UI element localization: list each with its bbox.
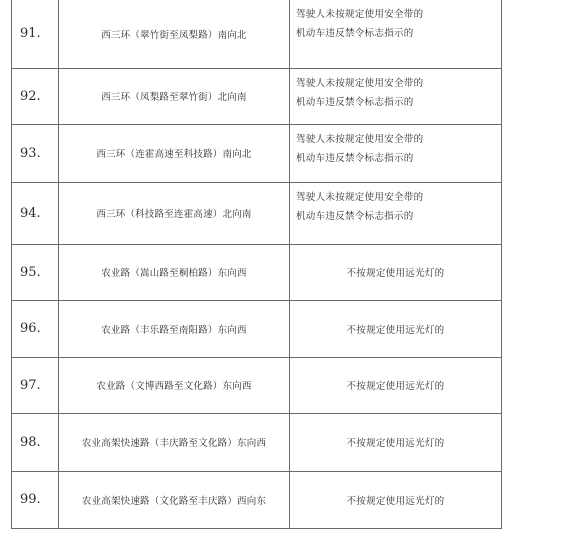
road-section: 西三环（科技路至连霍高速）北向南 bbox=[59, 182, 290, 244]
row-number: 99. bbox=[12, 471, 59, 528]
violation-type: 不按规定使用远光灯的 bbox=[290, 300, 502, 357]
row-number: 96. bbox=[12, 300, 59, 357]
violation-line: 驾驶人未按规定使用安全带的 bbox=[296, 9, 424, 20]
road-section: 农业路（文博西路至文化路）东向西 bbox=[59, 357, 290, 413]
table-row bbox=[12, 244, 502, 300]
violation-location-table bbox=[11, 0, 502, 529]
road-section: 农业路（嵩山路至桐柏路）东向西 bbox=[59, 244, 290, 300]
violation-type: 不按规定使用远光灯的 bbox=[290, 244, 502, 300]
violation-type bbox=[290, 124, 502, 182]
road-section: 农业高架快速路（文化路至丰庆路）西向东 bbox=[59, 471, 290, 528]
violation-line: 机动车违反禁令标志指示的 bbox=[296, 28, 414, 39]
violation-type: 不按规定使用远光灯的 bbox=[290, 471, 502, 528]
violation-line: 机动车违反禁令标志指示的 bbox=[296, 96, 414, 108]
road-section: 西三环（翠竹街至凤梨路）南向北 bbox=[59, 0, 290, 68]
table-row bbox=[12, 68, 502, 124]
road-section: 西三环（凤梨路至翠竹街）北向南 bbox=[59, 68, 290, 124]
table-row bbox=[12, 0, 502, 68]
row-number: 98. bbox=[12, 413, 59, 471]
road-section: 农业高架快速路（丰庆路至文化路）东向西 bbox=[59, 413, 290, 471]
table-row bbox=[12, 182, 502, 244]
row-number: 95. bbox=[12, 244, 59, 300]
violation-type: 不按规定使用远光灯的 bbox=[290, 413, 502, 471]
row-number: 97. bbox=[12, 357, 59, 413]
row-number: 91. bbox=[12, 0, 59, 68]
violation-type bbox=[290, 68, 502, 124]
row-number: 92. bbox=[12, 68, 59, 124]
row-number: 94. bbox=[12, 182, 59, 244]
road-section: 西三环（连霍高速至科技路）南向北 bbox=[59, 124, 290, 182]
violation-line: 驾驶人未按规定使用安全带的 bbox=[296, 133, 424, 145]
violation-line: 驾驶人未按规定使用安全带的 bbox=[296, 191, 424, 203]
table-row bbox=[12, 413, 502, 471]
violation-line: 机动车违反禁令标志指示的 bbox=[296, 152, 414, 164]
road-section: 农业路（丰乐路至南阳路）东向西 bbox=[59, 300, 290, 357]
table-row bbox=[12, 471, 502, 528]
violation-type bbox=[290, 182, 502, 244]
row-number: 93. bbox=[12, 124, 59, 182]
table-row bbox=[12, 357, 502, 413]
violation-line: 驾驶人未按规定使用安全带的 bbox=[296, 77, 424, 89]
violation-line: 机动车违反禁令标志指示的 bbox=[296, 210, 414, 222]
violation-type bbox=[290, 0, 502, 68]
table-row bbox=[12, 124, 502, 182]
violation-type: 不按规定使用远光灯的 bbox=[290, 357, 502, 413]
table-row bbox=[12, 300, 502, 357]
